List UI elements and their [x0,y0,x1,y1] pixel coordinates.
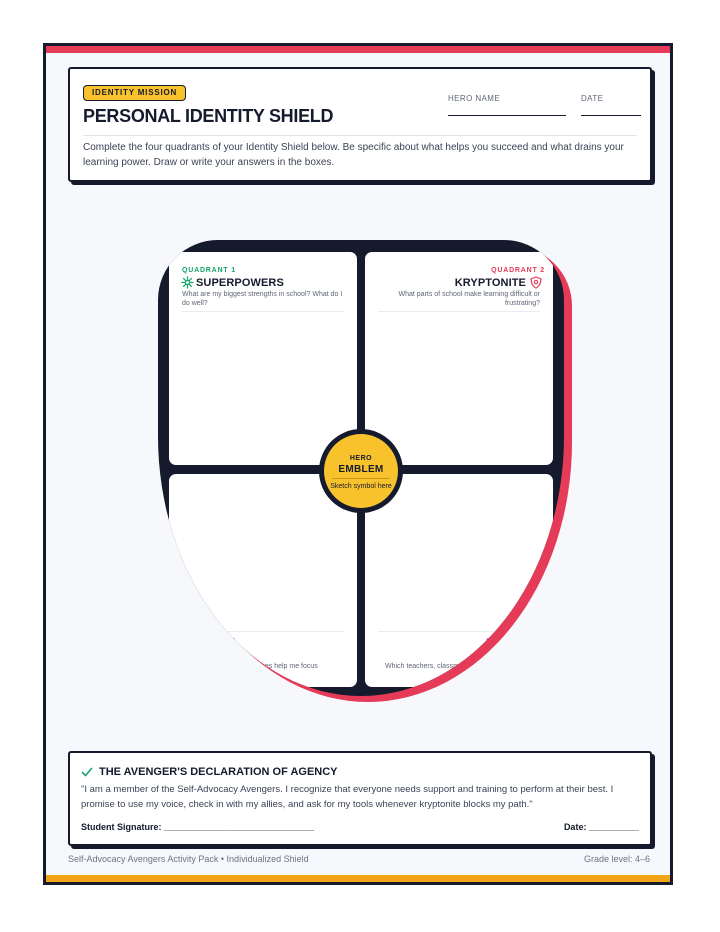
declaration-title: THE AVENGER'S DECLARATION OF AGENCY [99,766,338,778]
emblem-label: EMBLEM [338,464,384,475]
hero-name-field[interactable] [448,115,566,116]
quadrant-number: QUADRANT 4 [486,638,540,645]
emblem-note: Sketch symbol here [330,483,392,490]
quadrant-allies[interactable] [365,474,553,687]
declaration-text: "I am a member of the Self-Advocacy Avengers. I recognize that everyone needs support and training to perform at their best. I promise to use my voice, check in with my allies, and ask for my tools whenever kryptonite blocks my path." [81,784,614,810]
top-accent-bar [46,46,670,53]
footer-title: Self-Advocacy Avengers Activity Pack • Individualized Shield [68,854,309,864]
header-divider [83,135,637,136]
quadrant-prompt: What are my biggest strengths in school? What do I do well? [182,291,343,307]
footer-grade-level: Grade level: 4–6 [583,854,650,864]
quadrant-title: KRYPTONITE [454,277,526,289]
quadrant-divider [378,311,540,312]
hero-name-label: HERO NAME [448,94,501,103]
bottom-accent-bar [46,875,670,882]
signature-date-field[interactable]: Date: __________ [563,822,639,832]
quadrant-title: SUPERPOWERS [196,277,284,289]
page-title: PERSONAL IDENTITY SHIELD [83,106,334,126]
declaration-card [68,751,652,846]
quadrant-kryptonite[interactable] [365,252,553,465]
check-icon [81,765,93,783]
quadrant-prompt: What tools, tricks, or routines help me focus [182,663,318,670]
student-signature-field[interactable]: Student Signature: ______________________________ [81,822,315,832]
quadrant-gadgets[interactable] [169,474,357,687]
hero-emblem[interactable] [319,429,403,513]
worksheet-page [43,43,673,885]
quadrant-number: QUADRANT 2 [491,267,545,274]
quadrant-divider [378,631,540,632]
quadrant-divider [182,631,344,632]
quadrant-prompt: Which teachers, classmates [385,663,473,670]
quadrant-number: QUADRANT 1 [182,267,236,274]
date-label: DATE [581,94,604,103]
date-field[interactable] [581,115,641,116]
emblem-circle [324,434,398,508]
identity-shield [158,240,564,696]
mission-badge: IDENTITY MISSION [83,85,186,101]
quadrant-title: GADGETS [182,648,238,660]
emblem-label-small: HERO [349,455,373,462]
emblem-divider [332,478,390,479]
quadrant-prompt: What parts of school make learning difficult or frustrating? [398,291,540,307]
instructions: Complete the four quadrants of your Identity Shield below. Be specific about what helps you succeed and what drains your learning power. Draw or write your answers in the boxes. [83,142,624,168]
quadrant-divider [182,311,344,312]
quadrant-title: MY ALLIES [481,648,540,660]
quadrant-number: QUADRANT 3 [182,638,236,645]
header-card [68,67,652,182]
quadrant-superpowers[interactable] [169,252,357,465]
